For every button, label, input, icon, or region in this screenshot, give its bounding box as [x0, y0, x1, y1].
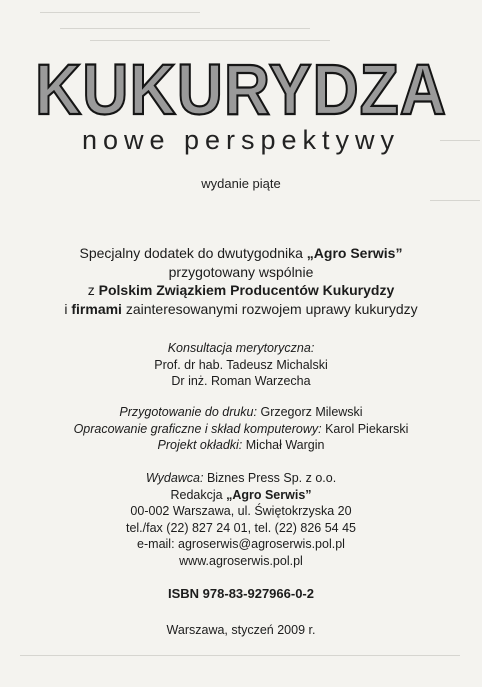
intro-text: Specjalny dodatek do dwutygodnika [79, 245, 307, 261]
intro-line-1 [0, 244, 482, 263]
intro-line-4 [0, 300, 482, 319]
companies-word: firmami [71, 300, 122, 317]
bleed-through-line [430, 200, 480, 201]
place-date: Warszawa, styczeń 2009 r. [166, 623, 316, 637]
isbn-number: ISBN 978-83-927966-0-2 [168, 586, 314, 601]
publisher-address: 00-002 Warszawa, ul. Świętokrzyska 20 [130, 504, 352, 518]
page-title: KUKURYDZA [35, 48, 447, 130]
bleed-through-line [60, 28, 310, 29]
publisher-email: e-mail: agroserwis@agroserwis.pol.pl [137, 537, 345, 551]
intro-text: z [87, 282, 99, 298]
intro-line-2: przygotowany wspólnie [168, 263, 314, 280]
intro-block [0, 244, 482, 318]
bleed-through-line [40, 12, 200, 13]
editorial-credit: Redakcja „Agro Serwis” [170, 487, 312, 502]
publisher-phone: tel./fax (22) 827 24 01, tel. (22) 826 54 45 [125, 520, 356, 535]
cover-credit: Projekt okładki: Michał Wargin [157, 438, 325, 452]
bleed-through-line [90, 40, 330, 41]
prepress-credit: Przygotowanie do druku: Grzegorz Milewski [119, 405, 363, 419]
publisher-credit: Wydawca: Biznes Press Sp. z o.o. [145, 471, 337, 485]
consultant-1: Prof. dr hab. Tadeusz Michalski [154, 357, 328, 372]
publisher-block [0, 470, 482, 569]
consultant-2: Dr inż. Roman Warzecha [171, 374, 311, 388]
consultation-block [0, 340, 482, 390]
intro-text: zainteresowanymi rozwojem uprawy kukurydzy [121, 300, 418, 317]
production-block [0, 404, 482, 454]
edition-label: wydanie piąte [201, 176, 281, 191]
association-name: Polskim Związkiem Producentów Kukurydzy [98, 282, 395, 298]
page-subtitle: nowe perspektywy [81, 125, 401, 155]
graphics-credit: Opracowanie graficzne i skład komputerowy: Karol Piekarski [73, 421, 409, 436]
publisher-website: www.agroserwis.pol.pl [179, 553, 303, 568]
intro-text: i [64, 300, 72, 317]
intro-line-3 [0, 281, 482, 300]
magazine-name: „Agro Serwis” [306, 245, 403, 261]
consultation-label: Konsultacja merytoryczna: [167, 341, 315, 355]
bleed-through-line [20, 655, 460, 656]
